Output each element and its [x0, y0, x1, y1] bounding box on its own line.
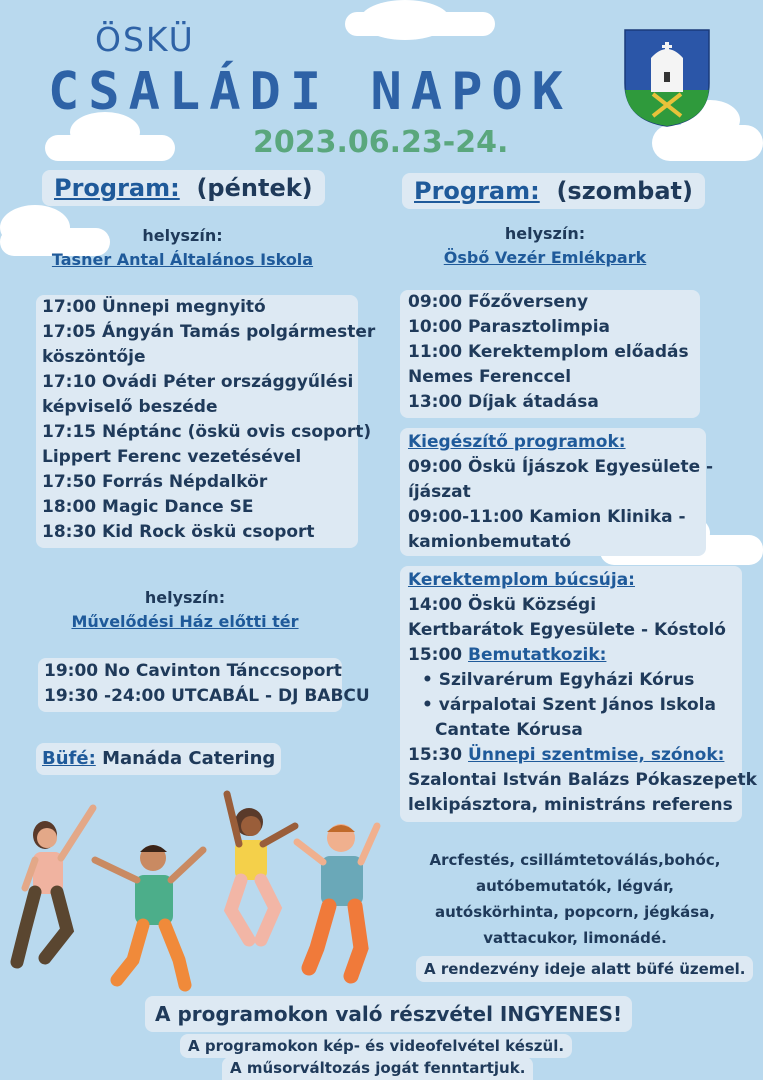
- coat-of-arms-icon: [623, 28, 711, 128]
- friday-evening-list: [38, 658, 370, 712]
- person-3: [227, 794, 295, 940]
- list-item: [408, 668, 734, 693]
- list-item: [408, 693, 734, 718]
- saturday-venue-label: helyszín:: [504, 224, 586, 243]
- friday-venue2-label: helyszín:: [144, 588, 226, 607]
- list-item: íjászat: [408, 482, 471, 502]
- list-item: Nemes Ferenccel: [408, 367, 572, 387]
- mass-time: 15:30: [408, 745, 463, 765]
- saturday-venue-name[interactable]: Ösbő Vezér Emlékpark: [443, 248, 647, 267]
- friday-venue1-label: helyszín:: [142, 226, 223, 245]
- buffet-note: A rendezvény ideje alatt büfé üzemel.: [416, 956, 753, 982]
- list-item: 17:05 Ángyán Tamás polgármester: [42, 322, 376, 342]
- person-4: [297, 824, 377, 976]
- list-item: képviselő beszéde: [42, 397, 218, 417]
- extras-line: autóbemutatók, légvár,: [475, 877, 674, 895]
- extras-line: autóskörhinta, popcorn, jégkása,: [434, 903, 716, 921]
- buffet-label: Büfé:: [42, 748, 96, 769]
- list-item: 09:00 Öskü Íjászok Egyesülete -: [408, 457, 714, 477]
- friday-venue1: [30, 226, 335, 269]
- list-item: [408, 643, 734, 668]
- list-item: 11:00 Kerektemplom előadás: [408, 342, 689, 362]
- list-item: köszöntője: [42, 347, 146, 367]
- photo-notice: A programokon kép- és videofelvétel készül.: [180, 1034, 572, 1058]
- extras-line: vattacukor, limonádé.: [483, 929, 667, 947]
- friday-program-list: [36, 295, 376, 548]
- extra-programs-heading: Kiegészítő programok:: [408, 432, 626, 452]
- buffet-name: Manáda Catering: [102, 748, 276, 769]
- list-item: 19:00 No Cavinton Tánccsoport: [44, 661, 342, 681]
- person-2: [95, 845, 203, 985]
- rights-notice: A műsorváltozás jogát fenntartjuk.: [222, 1057, 533, 1080]
- friday-venue2-name[interactable]: Művelődési Ház előtti tér: [71, 612, 299, 631]
- saturday-heading-day: (szombat): [556, 177, 693, 205]
- list-item: Lippert Ferenc vezetésével: [42, 447, 302, 467]
- list-item: 09:00-11:00 Kamion Klinika -: [408, 507, 686, 527]
- friday-buffet: [36, 743, 281, 775]
- event-dates: 2023.06.23-24.: [253, 125, 509, 160]
- saturday-heading-label: Program:: [414, 177, 540, 205]
- saturday-venue: [395, 224, 695, 267]
- friday-venue2: [20, 588, 350, 631]
- list-item: 18:30 Kid Rock öskü csoport: [42, 522, 315, 542]
- list-item: lelkipásztora, ministráns referens: [408, 795, 733, 815]
- friday-heading: [42, 170, 325, 206]
- list-item: 14:00 Öskü Községi: [408, 595, 597, 615]
- dancing-people-illustration: [5, 780, 390, 995]
- list-item: kamionbemutató: [408, 532, 572, 552]
- event-title: CSALÁDI NAPOK: [48, 62, 572, 122]
- saturday-program-list: [400, 290, 700, 418]
- choir-1: Szilvarérum Egyházi Kórus: [438, 670, 695, 690]
- person-1: [17, 808, 93, 962]
- list-item: Szalontai István Balázs Pókaszepetk: [408, 770, 757, 790]
- extras-line: Arcfestés, csillámtetoválás,bohóc,: [429, 851, 721, 869]
- cloud-shape: [345, 12, 495, 36]
- list-item: 17:00 Ünnepi megnyitó: [42, 297, 266, 317]
- list-item: 19:30 -24:00 UTCABÁL - DJ BABCU: [44, 686, 370, 706]
- list-item: Kertbarátok Egyesülete - Kóstoló: [408, 620, 726, 640]
- friday-heading-day: (péntek): [196, 174, 313, 202]
- list-item: Cantate Kórusa: [435, 720, 583, 740]
- bemutatkozik-label: Bemutatkozik:: [468, 645, 607, 665]
- bullet-icon: •: [422, 695, 439, 715]
- free-entry-banner: A programokon való részvétel INGYENES!: [145, 996, 632, 1032]
- list-item: 13:00 Díjak átadása: [408, 392, 599, 412]
- list-item: 17:15 Néptánc (öskü ovis csoport): [42, 422, 372, 442]
- list-item: 18:00 Magic Dance SE: [42, 497, 254, 517]
- saturday-extra-programs: [400, 428, 714, 556]
- choir-2a: várpalotai Szent János Iskola: [438, 695, 716, 715]
- list-item: 17:10 Ovádi Péter országgyűlési: [42, 372, 354, 392]
- friday-venue1-name[interactable]: Tasner Antal Általános Iskola: [51, 250, 314, 269]
- extra-activities: [405, 847, 745, 951]
- list-item: 17:50 Forrás Népdalkör: [42, 472, 268, 492]
- list-item: 09:00 Főzőverseny: [408, 292, 589, 312]
- bullet-icon: •: [422, 670, 439, 690]
- friday-heading-label: Program:: [54, 174, 180, 202]
- cloud-shape: [45, 135, 175, 161]
- list-item: 10:00 Parasztolimpia: [408, 317, 611, 337]
- mass-label: Ünnepi szentmise, szónok:: [468, 745, 725, 765]
- saturday-church-programs: [400, 566, 757, 822]
- bemutatkozik-time: 15:00: [408, 645, 463, 665]
- list-item: [408, 743, 734, 768]
- church-heading: Kerektemplom búcsúja:: [408, 570, 635, 590]
- town-name: ÖSKÜ: [95, 20, 195, 59]
- cloud-shape: [652, 125, 763, 161]
- saturday-heading: [402, 173, 705, 209]
